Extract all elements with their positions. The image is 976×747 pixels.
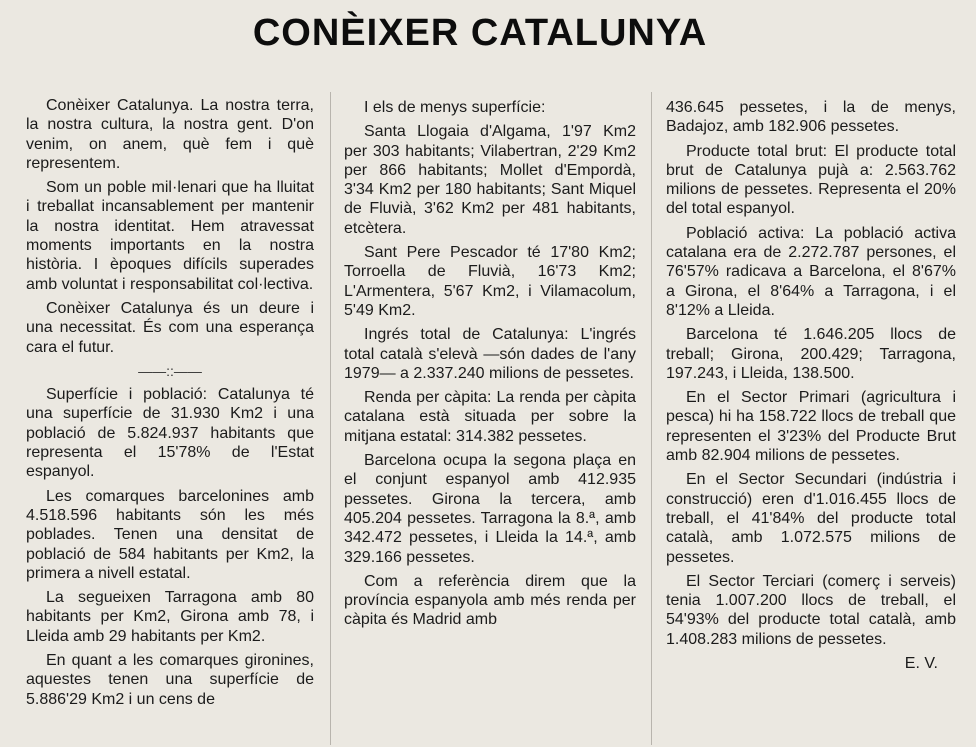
article-column-2 [344,98,636,747]
paragraph: Com a referència direm que la província espanyola amb més renda per càpita és Madrid amb [344,572,636,629]
paragraph: Barcelona té 1.646.205 llocs de treball; Girona, 200.429; Tarragona, 197.243, i Lleida, 138.500. [666,326,956,382]
paragraph: Sant Pere Pescador té 17'80 Km2; Torroella de Fluvià, 16'73 Km2; L'Armentera, 5'67 Km2, i Vilamacolum, 5'49 Km2. [344,244,636,319]
paragraph: Santa Llogaia d'Algama, 1'97 Km2 per 303 habitants; Vilabertran, 2'29 Km2 per 866 habitants; Mollet d'Empordà, 3'34 Km2 per 180 habitants; Sant Miquel de Fluvià, 3'62 Km2 per 481 habitants, etcètera. [344,123,636,237]
author-signature: E. V. [904,655,938,673]
paragraph: En el Sector Primari (agricultura i pesca) hi ha 158.722 llocs de treball que representen el 3'23% del Producte Brut amb 82.904 milions de pessetes. [666,389,956,465]
article-column-3 [666,98,956,747]
paragraph: Producte total brut: El producte total brut de Catalunya pujà a: 2.563.762 milions de pessetes. Representa el 20% del total espanyol. [666,142,956,218]
section-divider: ——::—— [138,362,202,379]
paragraph: El Sector Terciari (comerç i serveis) tenia 1.007.200 llocs de treball, el 54'93% del producte total català, amb 1.408.283 milions de pessetes. [666,572,956,648]
paragraph: Barcelona ocupa la segona plaça en el conjunt espanyol amb 412.935 pessetes. Girona la tercera, amb 405.204 pessetes. Tarragona la 8.ª, amb 342.472 pessetes, i Lleida la 14.ª, amb 329.166 pessetes. [344,452,636,566]
paragraph: La segueixen Tarragona amb 80 habitants per Km2, Girona amb 78, i Lleida amb 29 habitants per Km2. [26,589,314,645]
article-column-1 [26,96,314,745]
paragraph: Superfície i població: Catalunya té una superfície de 31.930 Km2 i una població de 5.824.937 habitants que representa el 15'78% de l'Estat espanyol. [26,386,314,481]
paragraph: Ingrés total de Catalunya: L'ingrés total català s'elevà —són dades de l'any 1979— a 2.337.240 milions de pessetes. [344,326,636,382]
paragraph: Conèixer Catalunya. La nostra terra, la nostra cultura, la nostra gent. D'on venim, on anem, què fem i què representem. [26,97,314,172]
paragraph: Les comarques barcelonines amb 4.518.596 habitants són les més poblades. Tenen una densitat de població de 584 habitants per Km2, la primera a nivell estatal. [26,487,314,582]
paragraph: Renda per càpita: La renda per càpita catalana està situada per sobre la mitjana estatal: 314.382 pessetes. [344,389,636,445]
paragraph: Som un poble mil·lenari que ha lluitat i treballat incansablement per mantenir la nostra identitat. Hem atravessat moments importants en la nostra història. I èpoques difícils superades amb voluntat i responsabilitat col·lectiva. [26,179,314,293]
paragraph: Conèixer Catalunya és un deure i una necessitat. És com una esperança cara el futur. [26,299,314,356]
article-title: CONÈIXER CATALUNYA [252,12,708,54]
paragraph: En el Sector Secundari (indústria i construcció) eren d'1.016.455 llocs de treball, el 41'84% del producte total català, amb 1.072.575 milions de pessetes. [666,471,956,566]
paragraph: 436.645 pessetes, i la de menys, Badajoz, amb 182.906 pessetes. [666,99,956,136]
paragraph: En quant a les comarques gironines, aquestes tenen una superfície de 5.886'29 Km2 i un cens de [26,652,314,708]
paragraph: Població activa: La població activa catalana era de 2.272.787 persones, el 76'57% radicava a Barcelona, el 8'67% a Girona, el 8'64% a Tarragona, i el 8'12% a Lleida. [666,224,956,319]
column-separator [330,92,331,745]
paragraph: I els de menys superfície: [364,99,546,116]
column-separator [651,92,652,745]
